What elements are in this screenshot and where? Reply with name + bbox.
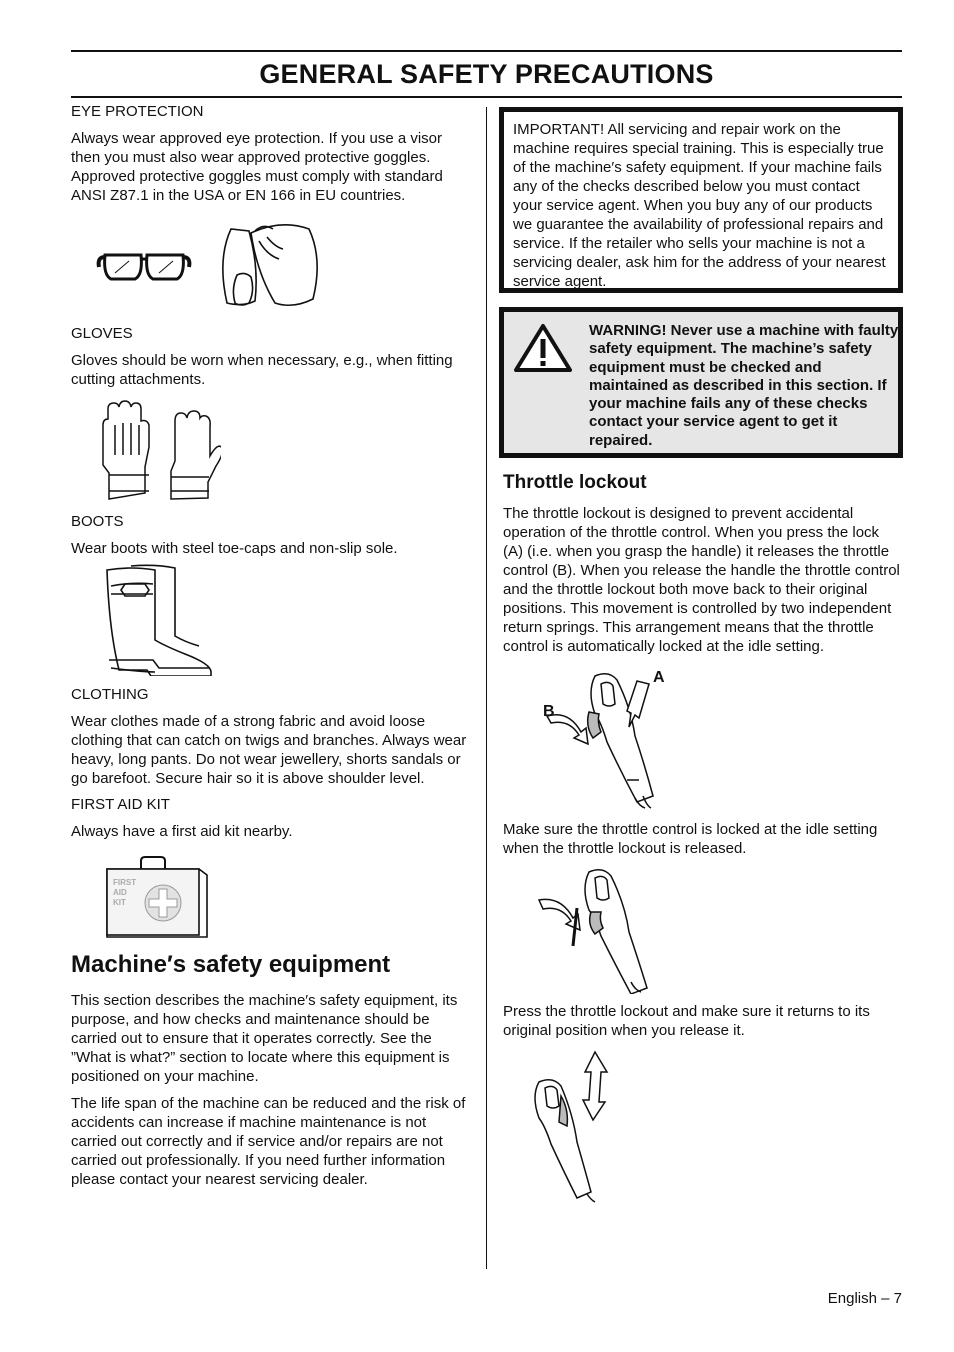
throttle-return-check-text: Press the throttle lockout and make sure it returns to its original position when you release it. [503, 1003, 870, 1039]
clothing-text: Wear clothes made of a strong fabric and avoid loose clothing that can catch on twigs and branches. Always wear heavy, long pants. Do not wear jewellery, shorts sandals or go barefoot. Secure hair so it is above shoulder level. [71, 713, 467, 787]
throttle-idle-check-text: Make sure the throttle control is locked at the idle setting when the throttle lockout is released. [503, 821, 878, 857]
throttle-handle-icon [585, 870, 647, 994]
label-a: A [653, 669, 665, 686]
boots-illustration [71, 564, 221, 676]
visor-helmet-icon [223, 225, 317, 305]
throttle-handle-illustration-3 [503, 1046, 703, 1206]
first-aid-heading: FIRST AID KIT [71, 796, 170, 813]
left-column [71, 103, 469, 1195]
eye-protection-illustration [71, 213, 341, 311]
boots-text: Wear boots with steel toe-caps and non-slip sole. [71, 540, 398, 557]
first-aid-kit-label-line1: FIRST [113, 878, 137, 887]
page-footer: English – 7 [827, 1290, 902, 1307]
throttle-lockout-heading: Throttle lockout [503, 472, 647, 493]
stop-bar-icon [573, 908, 577, 946]
boots-icon [107, 565, 211, 676]
gloves-text: Gloves should be worn when necessary, e.g., when fitting cutting attachments. [71, 352, 453, 388]
throttle-lockout-section [503, 466, 903, 1206]
column-divider [486, 107, 487, 1269]
label-b: B [543, 703, 555, 720]
first-aid-kit-illustration [71, 851, 221, 941]
gloves-illustration [71, 395, 221, 503]
throttle-handle-icon [535, 1080, 595, 1202]
important-notice-box [499, 107, 903, 293]
gloves-icon [103, 401, 221, 499]
arrow-a-icon [627, 681, 649, 727]
warning-triangle-icon [512, 322, 574, 374]
double-arrow-icon [583, 1052, 607, 1120]
goggles-icon [99, 255, 190, 279]
throttle-handle-illustration-1 [503, 662, 703, 812]
first-aid-kit-icon [107, 857, 207, 937]
gloves-heading: GLOVES [71, 325, 133, 342]
page-title: GENERAL SAFETY PRECAUTIONS [259, 58, 714, 89]
clothing-heading: CLOTHING [71, 686, 149, 703]
machine-safety-paragraph-1: This section describes the machine′s safety equipment, its purpose, and how checks and maintenance should be carried out to ensure that it operates correctly. See the ”What is what?” section to locate where this equipment is positioned on your machine. [71, 992, 458, 1085]
eye-protection-heading: EYE PROTECTION [71, 103, 204, 120]
throttle-lockout-text: The throttle lockout is designed to prevent accidental operation of the throttle control. When you press the lock (A) (i.e. when you grasp the handle) it releases the throttle control (B). When you release the handle the throttle control and the throttle lockout both move back to their original positions. This movement is controlled by two independent return springs. This arrangement means that the throttle control is automatically locked at the idle setting. [503, 505, 900, 655]
eye-protection-text: Always wear approved eye protection. If you use a visor then you must also wear approved protective goggles. Approved protective goggles must comply with standard ANSI Z87.1 in the USA or EN 166 in EU countries. [71, 130, 443, 204]
machine-safety-heading: Machine′s safety equipment [71, 951, 391, 978]
important-notice-text: IMPORTANT! All servicing and repair work on the machine requires special training. This is especially true of the machine′s safety equipment. If your machine fails any of the checks described below you must contact your service agent. When you buy any of our products we guarantee the availability of professional repairs and service. If the retailer who sells your machine is not a servicing dealer, ask him for the address of your nearest service agent. [513, 121, 886, 290]
machine-safety-paragraph-2: The life span of the machine can be reduced and the risk of accidents can increase if machine maintenance is not carried out correctly and if service and/or repairs are not carried out professionally. If you need further information please contact your nearest servicing dealer. [71, 1095, 466, 1188]
warning-text: WARNING! Never use a machine with faulty safety equipment. The machine’s safety equipment must be checked and maintained as described in this section. If your machine fails any of these checks contact your service agent to get it repaired. [589, 322, 899, 449]
warning-box [499, 307, 903, 458]
boots-heading: BOOTS [71, 513, 124, 530]
first-aid-kit-label-line3: KIT [113, 898, 126, 907]
first-aid-kit-label-line2: AID [113, 888, 127, 897]
throttle-handle-illustration-2 [503, 864, 703, 994]
first-aid-text: Always have a first aid kit nearby. [71, 823, 293, 840]
page-header [71, 50, 902, 98]
